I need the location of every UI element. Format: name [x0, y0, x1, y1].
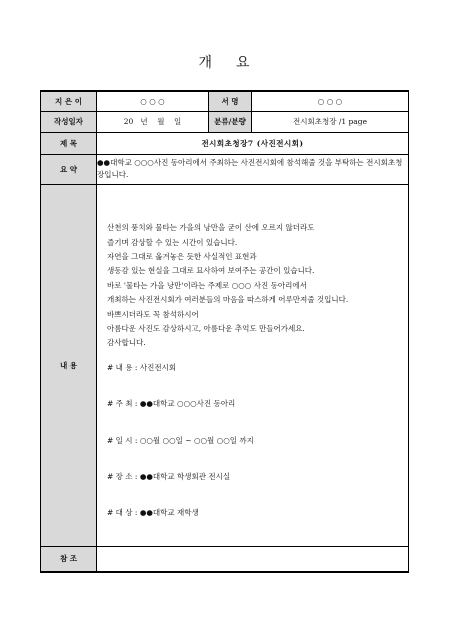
- subject-label: 제 목: [41, 132, 97, 154]
- row-reference: [41, 546, 409, 572]
- content-line: 바로 '물타는 가을 낭만'이라는 주제로 ○○○ 사진 동아리에서: [107, 280, 307, 290]
- row-author: [41, 91, 409, 111]
- subject-value: 전시회초청장7 (사진전시회): [97, 132, 409, 154]
- content-line: 바쁘시더라도 꼭 참석하시어: [107, 309, 199, 319]
- document-title: [0, 52, 450, 72]
- content-line: 감사합니다.: [107, 338, 146, 348]
- signature-value: ○ ○ ○: [252, 91, 409, 111]
- title-part-2: 요: [236, 55, 252, 71]
- reference-value: [97, 546, 409, 572]
- content-line: 아름다운 사진도 감상하시고, 아름다운 추억도 만들어가세요.: [107, 324, 305, 333]
- detail-audience: # 대 상 : ●●대학교 재학생: [107, 508, 199, 518]
- content-body: [97, 184, 409, 546]
- detail-venue: # 장 소 : ●●대학교 학생회관 전시실: [107, 472, 231, 482]
- content-line: 개최하는 사진전시회가 여러분들의 마음을 따스하게 어루만져줄 것입니다.: [107, 295, 349, 305]
- signature-label: 서 명: [209, 91, 252, 111]
- category-label: 분류/분량: [209, 111, 252, 132]
- content-line: 생동감 있는 현실을 그대로 묘사하여 보여주는 공간이 있습니다.: [107, 266, 315, 276]
- row-date: [41, 111, 409, 132]
- date-label: 작성일자: [41, 111, 97, 132]
- detail-host: # 주 최 : ●●대학교 ○○○사진 동아리: [107, 399, 236, 409]
- row-content: [41, 184, 409, 546]
- reference-label: 참 조: [41, 546, 97, 572]
- content-label: 내 용: [41, 184, 97, 546]
- date-value: 20 년 월 일: [97, 111, 209, 132]
- content-line: 산천의 풍치와 물타는 가을의 낭만을 굳이 산에 오르지 않더라도: [107, 223, 315, 233]
- overview-form-table: [40, 90, 409, 573]
- row-subject: [41, 132, 409, 154]
- summary-value: ●●대학교 ○○○사진 동아리에서 주최하는 사진전시회에 참석해줄 것을 부탁하는 전시회초청장입니다.: [97, 154, 409, 184]
- author-label: 지 은 이: [41, 91, 97, 111]
- content-line: 즐기며 감상할 수 있는 시간이 있습니다.: [107, 237, 238, 247]
- detail-content: # 내 용 : 사진전시회: [107, 362, 177, 372]
- detail-period: # 일 시 : ○○월 ○○일 ~ ○○월 ○○일 까지: [107, 435, 254, 445]
- author-value: ○ ○ ○: [97, 91, 209, 111]
- content-line: 자연을 그대로 옮겨놓은 듯한 사실적인 표현과: [107, 251, 257, 261]
- row-summary: [41, 154, 409, 184]
- title-part-1: 개: [198, 55, 214, 71]
- category-value: 전시회초청장 /1 page: [252, 111, 409, 132]
- summary-label: 요 약: [41, 154, 97, 184]
